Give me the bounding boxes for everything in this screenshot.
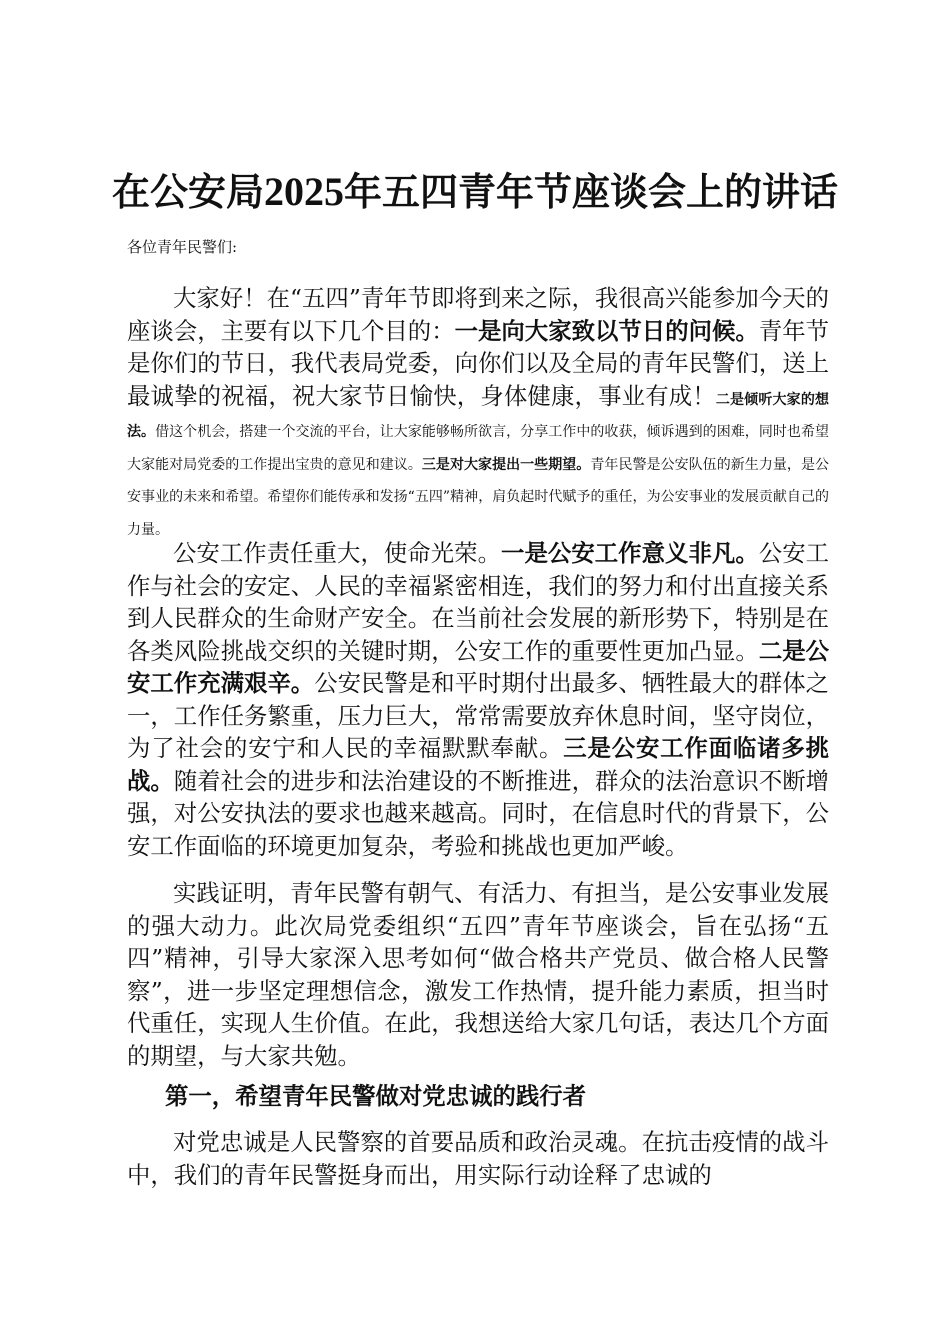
- bold-point: 二是倾听大家的想法。: [127, 391, 830, 440]
- paragraph-loyalty: 对党忠诚是人民警察的首要品质和政治灵魂。在抗击疫情的战斗中，我们的青年民警挺身而出，用实际行动诠释了忠诚的: [127, 1128, 829, 1189]
- bold-point: 三是公安工作面临诸多挑战。: [127, 734, 830, 795]
- bold-point: 一是向大家致以节日的问候。: [454, 316, 759, 345]
- section-heading: 第一，希望青年民警做对党忠诚的践行者: [165, 1082, 587, 1110]
- title-year: 2025: [264, 169, 344, 214]
- paragraph-text: 随着社会的进步和法治建设的不断推进，群众的法治意识不断增强，对公安执法的要求也越来越高。同时，在信息时代的背景下，公安工作面临的环境更加复杂，考验和挑战也更加严峻。: [127, 766, 830, 860]
- paragraph-text: 公安民警是和平时期付出最多、牺牲最大的群体之一，工作任务繁重，压力巨大，常常需要放弃休息时间，坚守岗位，为了社会的安宁和人民的幸福默默奉献。: [127, 669, 829, 762]
- bold-point: 三是对大家提出一些期望。: [421, 456, 591, 473]
- title-prefix: 在公安局: [111, 169, 264, 214]
- bold-point: 一是公安工作意义非凡。: [501, 539, 759, 567]
- paragraph-text: 大家好！在“五四”青年节即将到来之际，我很高兴能参加今天的座谈会，主要有以下几个目的：: [127, 284, 829, 345]
- paragraph-text: 公安工作与社会的安定、人民的幸福紧密相连，我们的努力和付出直接关系到人民群众的生命财产安全。在当前社会发展的新形势下，特别是在各类风险挑战交织的关键时期，公安工作的重要性更加凸显。: [127, 539, 830, 665]
- document-title: [0, 170, 950, 214]
- paragraph-practice: 实践证明，青年民警有朝气、有活力、有担当，是公安事业发展的强大动力。此次局党委组织“五四”青年节座谈会，旨在弘扬“五四”精神，引导大家深入思考如何“做合格共产党员、做合格人民警察”，进一步坚定理想信念，激发工作热情，提升能力素质，担当时代重任，实现人生价值。在此，我想送给大家几句话，表达几个方面的期望，与大家共勉。: [127, 879, 829, 1070]
- title-suffix: 年五四青年节座谈会上的讲话: [344, 169, 839, 214]
- paragraph-text: 青年节是你们的节日，我代表局党委，向你们以及全局的青年民警们，送上最诚挚的祝福，祝大家节日愉快，身体健康，事业有成！: [127, 316, 830, 410]
- bold-point: 二是公安工作充满艰辛。: [127, 636, 830, 697]
- salutation: 各位青年民警们:: [127, 238, 238, 256]
- paragraph-opening: [127, 282, 829, 542]
- paragraph-text: 青年民警是公安队伍的新生力量，是公安事业的未来和希望。希望你们能传承和发扬“五四”精神，肩负起时代赋予的重任，为公安事业的发展贡献自己的力量。: [127, 456, 830, 538]
- paragraph-text: 公安工作责任重大，使命光荣。: [173, 539, 502, 567]
- paragraph-police-work: [127, 537, 829, 862]
- paragraph-text: 借这个机会，搭建一个交流的平台，让大家能够畅所欲言，分享工作中的收获，倾诉遇到的困难，同时也希望大家能对局党委的工作提出宝贵的意见和建议。: [127, 424, 830, 473]
